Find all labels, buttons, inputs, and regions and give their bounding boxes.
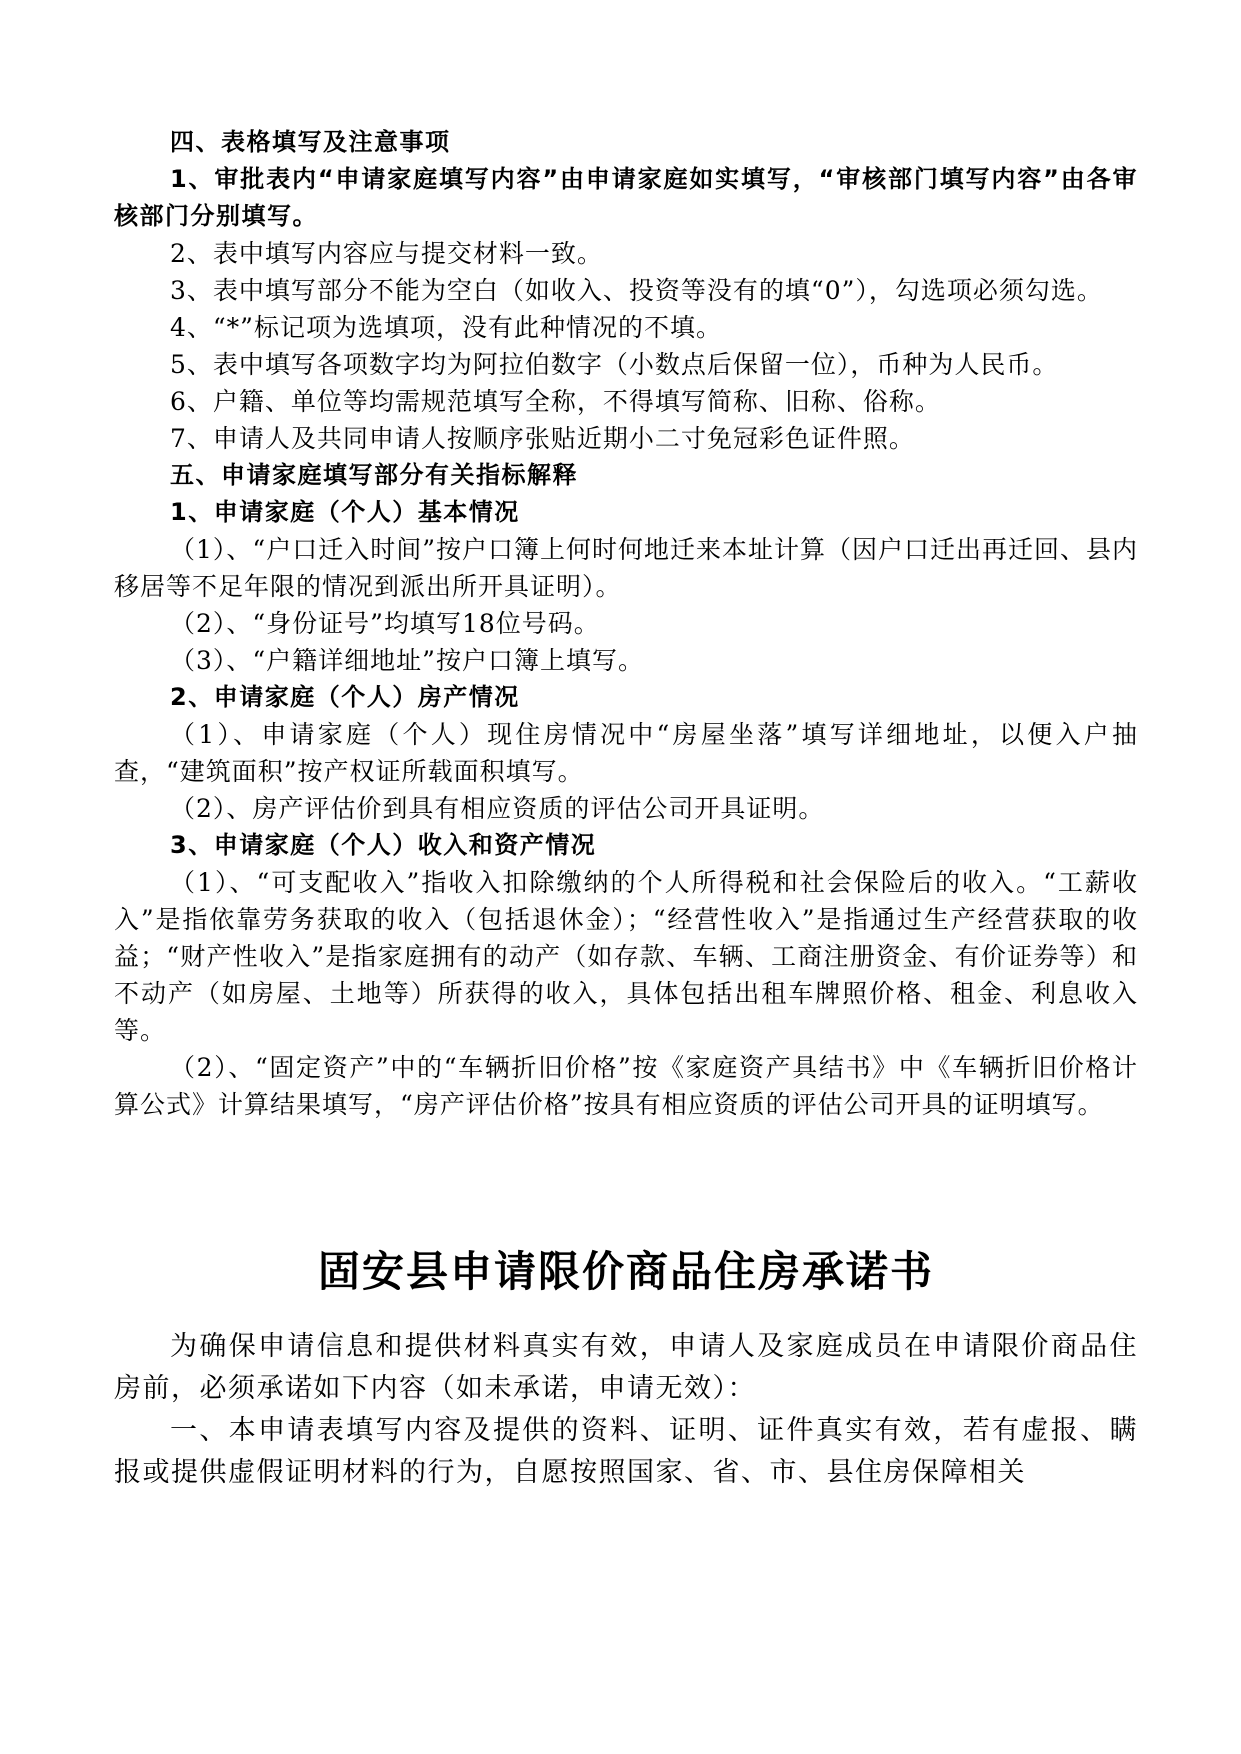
- explain-3-1: （1）、“可支配收入”指收入扣除缴纳的个人所得税和社会保险后的收入。“工薪收入”是指依靠劳务获取的收入（包括退休金）；“经营性收入”是指通过生产经营获取的收益；“财产性收入”是指家庭拥有的动产（如存款、车辆、工商注册资金、有价证券等）和不动产（如房屋、土地等）所获得的收入，具体包括出租车牌照价格、租金、利息收入等。: [114, 868, 1138, 1045]
- explain-2-1: （1）、申请家庭（个人）现住房情况中“房屋坐落”填写详细地址，以便入户抽查，“建筑面积”按产权证所载面积填写。: [114, 720, 1138, 786]
- explain-1-1: （1）、“户口迁入时间”按户口簿上何时何地迁来本址计算（因户口迁出再迁回、县内移居等不足年限的情况到派出所开具证明）。: [114, 535, 1138, 601]
- document-page: [114, 124, 1138, 1494]
- explain-1-2: （2）、“身份证号”均填写18位号码。: [170, 609, 600, 638]
- explain-3-2: （2）、“固定资产”中的“车辆折旧价格”按《家庭资产具结书》中《车辆折旧价格计算公式》计算结果填写，“房产评估价格”按具有相应资质的评估公司开具的证明填写。: [114, 1053, 1138, 1119]
- subsection-heading-1: 1、申请家庭（个人）基本情况: [170, 498, 520, 526]
- explain-2-2: （2）、房产评估价到具有相应资质的评估公司开具证明。: [170, 794, 825, 823]
- section-heading-5: 五、申请家庭填写部分有关指标解释: [170, 461, 578, 489]
- subsection-heading-3: 3、申请家庭（个人）收入和资产情况: [170, 831, 597, 859]
- pledge-title: 固安县申请限价商品住房承诺书: [317, 1247, 934, 1296]
- subsection-heading-2: 2、申请家庭（个人）房产情况: [170, 683, 520, 711]
- note-item-4: 4、“*”标记项为选填项，没有此种情况的不填。: [170, 313, 722, 342]
- pledge-item-1: 一、本申请表填写内容及提供的资料、证明、证件真实有效，若有虚报、瞒报或提供虚假证明材料的行为，自愿按照国家、省、市、县住房保障相关: [114, 1415, 1138, 1488]
- note-item-5: 5、表中填写各项数字均为阿拉伯数字（小数点后保留一位），币种为人民币。: [170, 350, 1059, 379]
- note-item-1: 1、审批表内“申请家庭填写内容”由申请家庭如实填写，“审核部门填写内容”由各审核部门分别填写。: [114, 165, 1138, 230]
- note-item-6: 6、户籍、单位等均需规范填写全称，不得填写简称、旧称、俗称。: [170, 387, 941, 416]
- note-item-2: 2、表中填写内容应与提交材料一致。: [170, 239, 603, 268]
- section-heading-4: 四、表格填写及注意事项: [170, 128, 451, 156]
- note-item-7: 7、申请人及共同申请人按顺序张贴近期小二寸免冠彩色证件照。: [170, 424, 915, 453]
- pledge-intro: 为确保申请信息和提供材料真实有效，申请人及家庭成员在申请限价商品住房前，必须承诺如下内容（如未承诺，申请无效）：: [114, 1331, 1138, 1404]
- section-spacer: [114, 1123, 1138, 1244]
- note-item-3: 3、表中填写部分不能为空白（如收入、投资等没有的填“0”），勾选项必须勾选。: [170, 276, 1103, 305]
- explain-1-3: （3）、“户籍详细地址”按户口簿上填写。: [170, 646, 644, 675]
